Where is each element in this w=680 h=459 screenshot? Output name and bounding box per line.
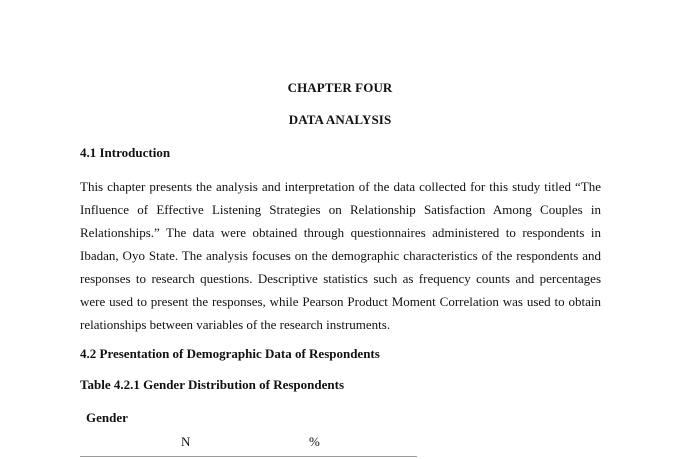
intro-line: responses to research questions. Descriptive statistics such as frequency counts and percentages — [80, 271, 601, 286]
demographic-heading: 4.2 Presentation of Demographic Data of Respondents — [80, 346, 380, 361]
intro-line: relationships between variables of the research instruments. — [80, 317, 391, 332]
intro-line: Ibadan, Oyo State. The analysis focuses on the demographic characteristics of the respondents and — [80, 248, 601, 263]
intro-heading: 4.1 Introduction — [80, 145, 171, 160]
table-header-n: N — [181, 434, 191, 449]
intro-line: Influence of Effective Listening Strategies on Relationship Satisfaction Among Couples in — [80, 202, 601, 217]
intro-line: Relationships.” The data were obtained through questionnaires administered to respondents in — [80, 225, 601, 240]
section-title: DATA ANALYSIS — [288, 112, 392, 127]
intro-paragraph — [80, 175, 601, 336]
table-caption: Table 4.2.1 Gender Distribution of Respondents — [80, 377, 345, 392]
table-rule — [80, 456, 417, 457]
chapter-title: CHAPTER FOUR — [287, 80, 393, 95]
intro-line: This chapter presents the analysis and interpretation of the data collected for this study titled “The — [80, 179, 601, 194]
intro-line: were used to present the responses, while Pearson Product Moment Correlation was used to obtain — [80, 294, 601, 309]
table-header-gender: Gender — [86, 410, 128, 425]
table-header-percent: % — [309, 434, 320, 449]
